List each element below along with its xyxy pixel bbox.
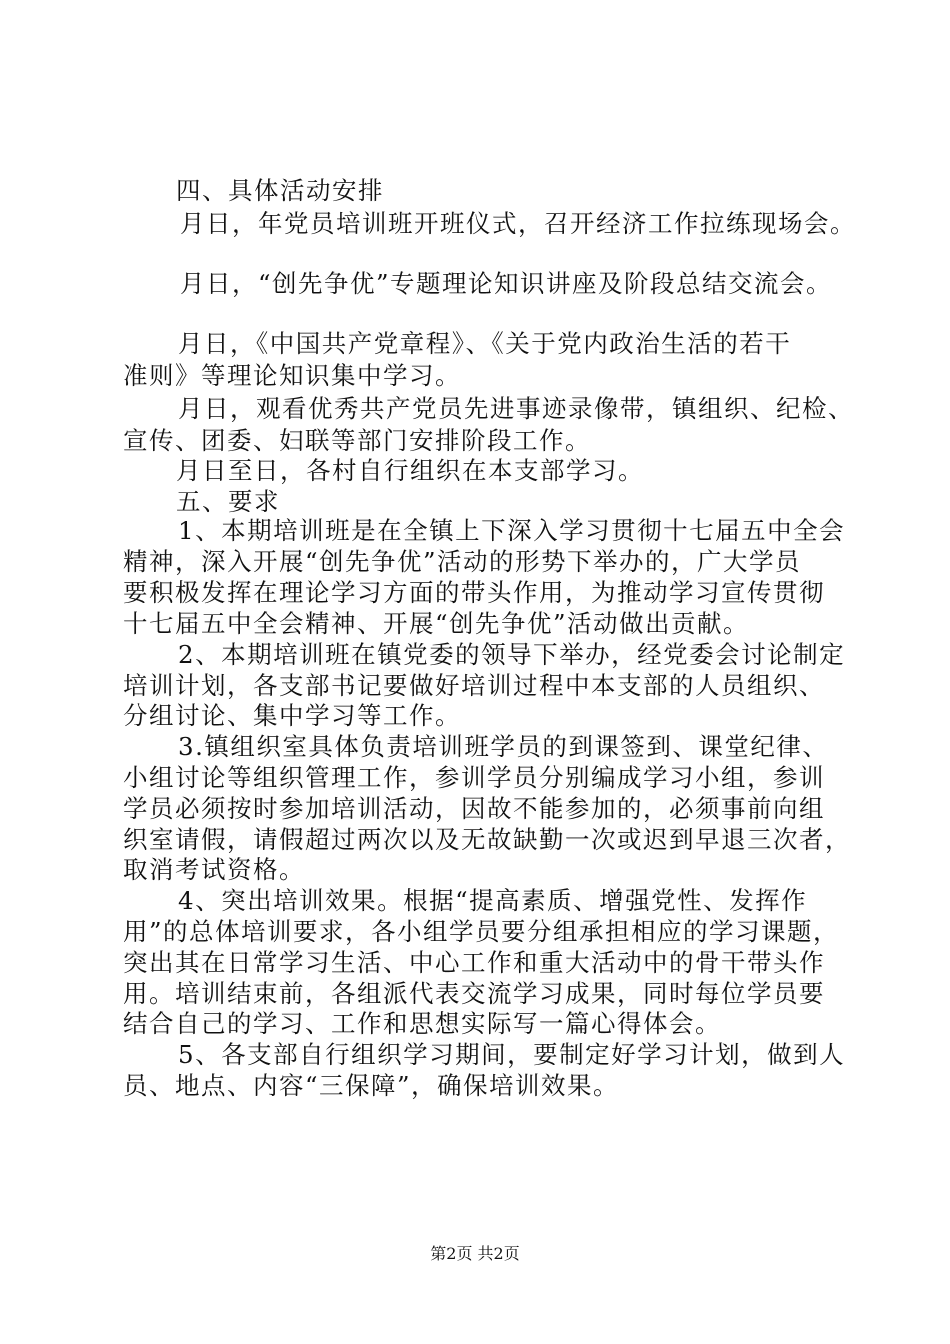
section-heading-requirements: 五、要求	[176, 487, 280, 516]
text-line: 准则》等理论知识集中学习。	[123, 361, 461, 390]
text-line: 精神，深入开展“创先争优”活动的形势下举办的，广大学员	[123, 547, 802, 576]
text-line: 月日，观看优秀共产党员先进事迹录像带，镇组织、纪检、	[178, 394, 854, 423]
text-line: 2、本期培训班在镇党委的领导下举办，经党委会讨论制定	[178, 640, 846, 669]
text-line: 小组讨论等组织管理工作，参训学员分别编成学习小组，参训	[123, 763, 825, 792]
text-line: 5、各支部自行组织学习期间，要制定好学习计划，做到人	[178, 1040, 846, 1069]
text-line: 织室请假，请假超过两次以及无故缺勤一次或迟到早退三次者，	[123, 825, 851, 854]
text-line: 月日，年党员培训班开班仪式，召开经济工作拉练现场会。	[180, 209, 856, 238]
text-line: 月日，《中国共产党章程》、《关于党内政治生活的若干	[178, 329, 792, 358]
text-line: 培训计划，各支部书记要做好培训过程中本支部的人员组织、	[123, 671, 825, 700]
text-line: 取消考试资格。	[123, 855, 305, 884]
page-footer: 第2页 共2页	[430, 1244, 520, 1263]
text-line: 月日，“创先争优”专题理论知识讲座及阶段总结交流会。	[180, 269, 833, 298]
text-line: 4、突出培训效果。根据“提高素质、增强党性、发挥作	[178, 886, 808, 915]
text-line: 用。培训结束前，各组派代表交流学习成果，同时每位学员要	[123, 979, 825, 1008]
text-line: 用”的总体培训要求，各小组学员要分组承担相应的学习课题，	[123, 917, 840, 946]
text-line: 十七届五中全会精神、开展“创先争优”活动做出贡献。	[123, 609, 750, 638]
text-line: 突出其在日常学习生活、中心工作和重大活动中的骨干带头作	[123, 948, 825, 977]
text-line: 月日至日，各村自行组织在本支部学习。	[176, 456, 644, 485]
text-line: 学员必须按时参加培训活动，因故不能参加的，必须事前向组	[123, 794, 825, 823]
text-line: 分组讨论、集中学习等工作。	[123, 701, 461, 730]
text-line: 3.镇组织室具体负责培训班学员的到课签到、课堂纪律、	[178, 732, 829, 761]
text-line: 宣传、团委、妇联等部门安排阶段工作。	[123, 426, 591, 455]
text-line: 要积极发挥在理论学习方面的带头作用，为推动学习宣传贯彻	[123, 578, 825, 607]
text-line: 1、本期培训班是在全镇上下深入学习贯彻十七届五中全会	[178, 516, 846, 545]
section-heading-activities: 四、具体活动安排	[176, 176, 384, 205]
text-line: 员、地点、内容“三保障”，确保培训效果。	[123, 1071, 620, 1100]
text-line: 结合自己的学习、工作和思想实际写一篇心得体会。	[123, 1009, 721, 1038]
